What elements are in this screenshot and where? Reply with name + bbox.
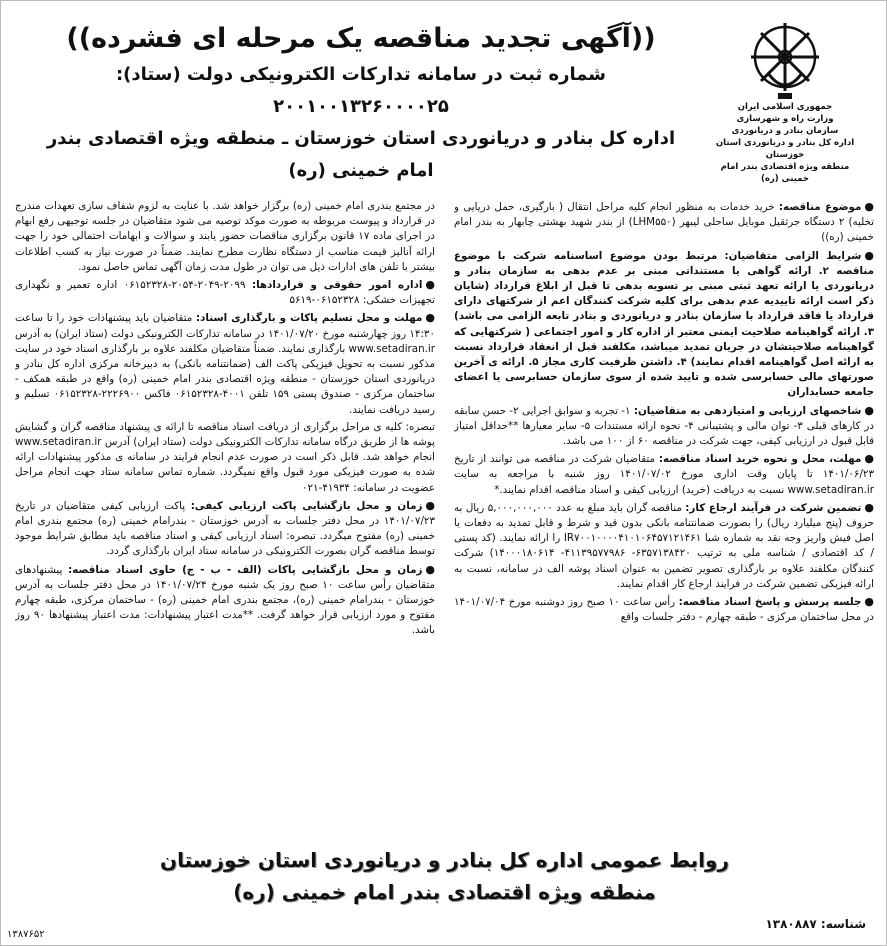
section (15, 498, 435, 560)
section (454, 451, 874, 498)
section (454, 199, 874, 246)
section-body: پاکت ارزیابی کیفی متقاضیان در تاریخ ۱۴۰۱/۰۷/۲۳ در محل دفتر جلسات به آدرس خوزستان - بندرامام خمینی (ره) مجتمع بندری امام خمینی (ره) مفتوح میگردد. تبصره: اسناد ارزیابی کیفی و اسناد مناقصه باید مطابق شرایط موجود توسط مناقصه گران بصورت الکترونیکی در سامانه ستاد ایران بارگذاری گردد. (15, 499, 435, 558)
issuing-organization: اداره کل بنادر و دریانوردی استان خوزستان ـ منطقه ویژه اقتصادی بندر امام خمینی (ره) (46, 128, 676, 181)
ad-header (1, 1, 887, 191)
section (15, 277, 435, 308)
section-body: متقاضیان شرکت در مناقصه می توانند از تاریخ ۱۴۰۱/۰۶/۲۳ تا پایان وقت اداری مورخ ۱۴۰۱/۰۷/۰۲ روز شنبه با مراجعه به سایت www.setadiran.ir نسبت به دریافت (خرید) ارزیابی کیفی و اسناد مناقصه اقدام نمایند.* (454, 453, 874, 496)
section (15, 310, 435, 417)
section-heading: ● شرایط الزامی متقاضیان: (725, 250, 874, 262)
section-body: مرتبط بودن موضوع اساسنامه شرکت با موضوع مناقصه ۲. ارائه گواهی یا مستنداتی مبنی بر عدم بدهی به سازمان بنادر و دریانوردی یا ارائه تعهد ثبتی مبنی بر تسویه بدهی تا قبل از ابلاغ قرارداد (شایان ذکر است ارائه تاییدیه عدم بدهی برای کلیه شرکت کنندگان اعم از شرکتهای دارای قرارداد یا فاقد قرارداد با سازمان بنادر و دریانوردی و بنادر تابعه الزامی می باشد) ۳. ارائه گواهینامه صلاحیت ایمنی معتبر از اداره کار و امور اجتماعی ( شرکتهایی که گواهینامه صلاحیتشان در جریان تمدید میباشد، مکلفند قبل از انعقاد قرارداد نسبت به ارائه اصل گواهینامه اقدام نمایند) ۴. داشتن ظرفیت کاری مجاز ۵. ارائه ی آخرین صورتهای مالی حسابرسی شده و تایید شده از سوی سازمان حسابرسی یا اعضای جامعه حسابداران (454, 249, 874, 399)
section-heading: ● اداره امور حقوقی و قراردادها: (252, 279, 435, 291)
logo-line: سازمان بنادر و دریانوردی (731, 126, 839, 136)
section (15, 420, 435, 496)
section-body: خرید خدمات به منظور انجام کلیه مراحل انتقال ( بارگیری، حمل دریایی و تخلیه) ۲ دستگاه جرثقیل موبایل ساحلی لیبهر (LHM۵۵۰) از بندر شهید بهشتی چابهار به بندر امام خمینی (ره)) (454, 201, 874, 244)
section (454, 403, 874, 450)
logo-line: وزارت راه و شهرسازی (736, 114, 834, 124)
logo-line: منطقه ویژه اقتصادی بندر امام خمینی (ره) (720, 162, 850, 184)
registration-number: شماره ثبت در سامانه تدارکات الکترونیکی دولت (ستاد): ۲۰۰۱۰۰۱۳۲۶۰۰۰۰۲۵ (115, 64, 607, 117)
section-body: در مجتمع بندری امام خمینی (ره) برگزار خواهد شد. با عنایت به لزوم شفاف سازی تعهدات مندرج در قرارداد و پیوست مربوطه به صورت موکد توصیه می شود متقاضیان در جلسه توجیهی رفع ابهام در اجرای ماده ۱۷ قانون برگزاری مناقصات حضور یابند و سوالات و ابهامات احتمالی خود را جهت ارائه آنالیز قیمت مناسب از دستگاه نظارت مطرح نمایند. ضمناً در صورت نیاز به کسب اطلاعات بیشتر با تلفن های ادارات ذیل می توان در طول مدت زمان آگهی تماس حاصل نمود. (15, 200, 435, 273)
section (454, 248, 874, 401)
section-heading: ● جلسه پرسش و پاسخ اسناد مناقصه: (679, 596, 874, 608)
section-body: متقاضیان باید پیشنهادات خود را تا ساعت ۱۴:۳۰ روز چهارشنبه مورخ ۱۴۰۱/۰۷/۲۰ در سامانه تدارکات الکترونیکی دولت (ستاد ایران) به آدرس www.setadiran.ir بارگذاری نمایند. ضمناً متقاضیان مکلفند علاوه بر بارگذاری اسناد خود در سایت مذکور نسبت به تحویل فیزیکی پاکت الف (ضمانتنامه بانکی) به دبیرخانه مرکزی اداره کل بنادر و دریانوردی استان خوزستان - منطقه ویژه اقتصادی بندر امام خمینی (ره) واقع در طبقه همکف - ساختمان مرکزی - صندوق پستی ۱۵۹ تلفن ۴۰۰۱-۰۶۱۵۲۳۲۸ فاکس ۲۲۲۶۹۰۰-۰۶۱۵۲۳۲۸ تسلیم و رسید دریافت نمایند. (15, 312, 435, 416)
section-body: پیشنهادهای متقاضیان رأس ساعت ۱۰ صبح روز یک شنبه مورخ ۱۴۰۱/۰۷/۲۴ در محل دفتر جلسات به آدرس خوزستان - بندرامام خمینی (ره)، مجتمع بندری امام خمینی (ره) - ساختمان مرکزی، طبقه چهارم مفتوح و مورد ارزیابی قرار خواهد گرفت. **مدت اعتبار پیشنهادات: مدت اعتبار پیشنهادها ۹۰ روز باشد. (15, 563, 435, 637)
section-heading: ● تضمین شرکت در فرآیند ارجاع کار: (685, 502, 874, 514)
anchor-emblem-icon (748, 21, 822, 101)
organization-logo (710, 21, 860, 185)
right-column (454, 199, 874, 839)
left-column (15, 199, 435, 839)
section-heading: ● مهلت، محل و نحوه خرید اسناد مناقصه: (659, 453, 874, 465)
zone-signature: منطقه ویژه اقتصادی بندر امام خمینی (ره) (233, 880, 656, 904)
section (454, 500, 874, 592)
section-body: رأس ساعت ۱۰ صبح روز دوشنبه مورخ ۱۴۰۱/۰۷/۰۴ در محل ساختمان مرکزی - طبقه چهارم - دفتر جلسات واقع (454, 596, 874, 624)
section-body: ۲۰۹۹-۲۰۴۹-۲۰۵۴-۰۶۱۵۲۳۲۸ اداره تعمیر و نگهداری تجهیزات خشکی: ۰۶۱۵۲۳۲۸-۵۶۱۹ (15, 279, 435, 307)
section-heading: ● مهلت و محل تسلیم پاکات و بارگذاری اسناد: (196, 312, 435, 324)
logo-line: جمهوری اسلامی ایران (737, 102, 833, 112)
section-heading: ● موضوع مناقصه: (779, 201, 874, 213)
section (15, 199, 435, 275)
section-heading: ● زمان و محل بازگشایی پاکات (الف - ب - ج) حاوی اسناد مناقصه: (68, 564, 435, 576)
section (15, 562, 435, 639)
section-body: تبصره: کلیه ی مراحل برگزاری از دریافت اسناد مناقصه تا ارائه ی پیشنهاد مناقصه گران و گشایش پوشه ها از طریق درگاه سامانه تدارکات الکترونیکی دولت (ستاد ایران) آدرس www.setadiran.ir انجام خواهد شد. قابل ذکر است در صورت عدم انجام فرایند در سامانه ی مذکور پیشنهادات ارائه شده به صورت فیزیکی مورد قبول واقع نمیگردد. شماره تماس سامانه ستاد جهت انجام مراحل عضویت در سامانه: ۴۱۹۳۴-۰۲۱ (15, 420, 435, 494)
ad-title: ((آگهی تجدید مناقصه یک مرحله ای فشرده)) (66, 23, 656, 54)
section-body: مناقصه گران باید مبلغ به عدد ۵,۰۰۰,۰۰۰,۰۰۰ ریال به حروف (پنج میلیارد ریال) را بصورت ضمانتنامه بانکی بدون قید و شرط و قابل تمدید به دفعات یا اصل فیش واریز وجه نقد به شماره شبا IR۷۰۰۱۰۰۰۰۴۱۰۱۰۶۴۵۷۱۲۱۴۶۱ را ارائه نمایند. (کد پستی / کد اقتصادی / شناسه ملی به ترتیب ۶۳۵۷۱۳۸۴۲۰- ۴۱۱۳۹۵۷۷۹۸۶- ۱۴۰۰۰۱۸۰۶۱۴) شرکت کنندگان مکلفند علاوه بر بارگذاری تصویر تضمین به عنوان اسناد پوشه الف در سامانه، نسبت به ارائه فیزیکی تضمین شرکت در فرایند ارجاع کار اقدام نمایند. (454, 501, 874, 590)
ad-footer (1, 844, 887, 914)
section-heading: ● زمان و محل بازگشایی پاکت ارزیابی کیفی: (191, 500, 435, 512)
logo-line: اداره کل بنادر و دریانوردی استان خوزستان (715, 138, 855, 160)
section-body: ۱- تجربه و سوابق اجرایی ۲- حسن سابقه در کارهای قبلی ۳- توان مالی و پشتیبانی ۴- نحوه ارائه مستندات ۵- سایر معیارها **حداقل امتیاز قابل قبول در ارزیابی کیفی، جهت شرکت در مناقصه ۶۰ از ۱۰۰ می باشد. (454, 404, 874, 448)
section (454, 594, 874, 625)
header-text-block (41, 19, 681, 187)
ad-body (15, 199, 874, 839)
section-heading: ● شاخصهای ارزیابی و امتیازدهی به متقاضیان: (634, 405, 874, 417)
print-code: ۱۳۸۷۶۵۲ (7, 929, 45, 940)
public-relations-signature: روابط عمومی اداره کل بنادر و دریانوردی استان خوزستان (160, 848, 729, 872)
ad-identifier: شناسه: ۱۳۸۰۸۸۷ (765, 917, 866, 931)
